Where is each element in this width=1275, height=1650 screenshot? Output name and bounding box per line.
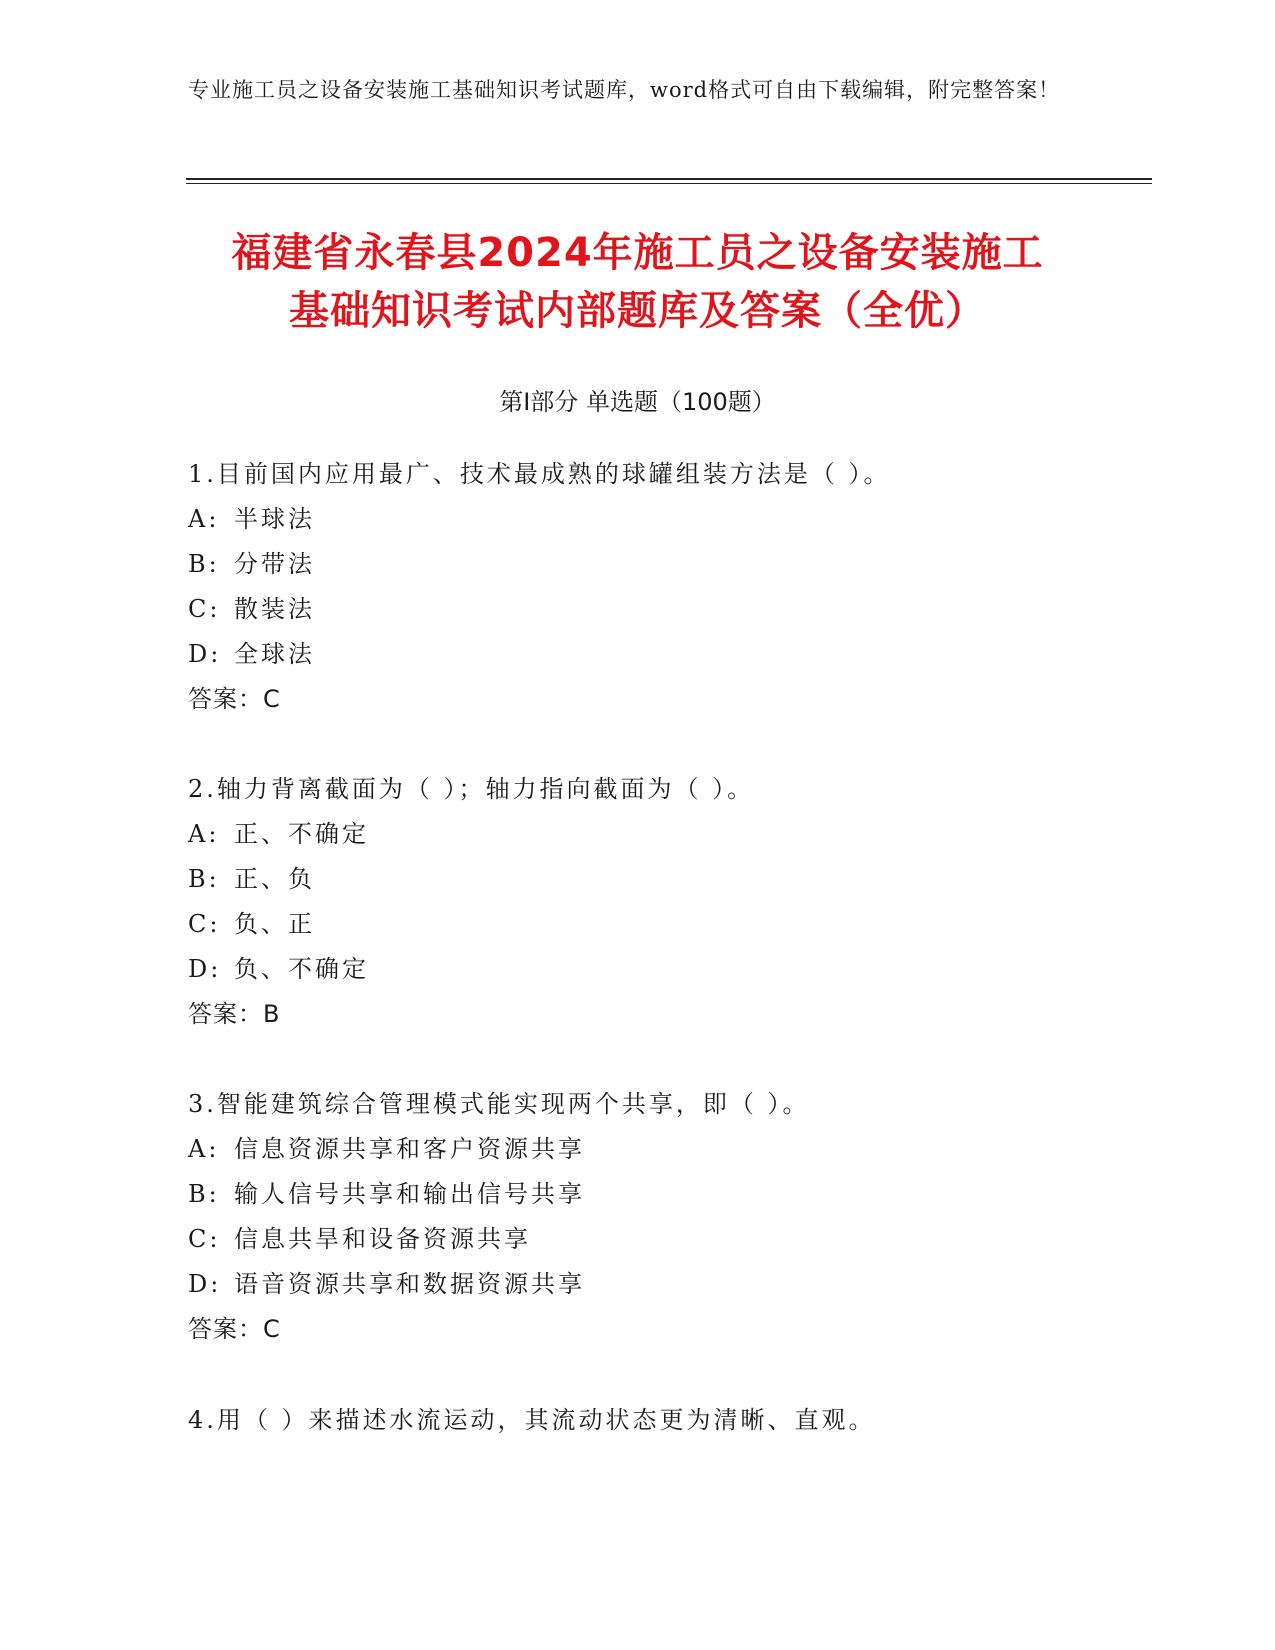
question-stem: 3.智能建筑综合管理模式能实现两个共享，即（ ）。 bbox=[188, 1090, 810, 1118]
option-text: 正、不确定 bbox=[234, 820, 369, 848]
option-text: 语音资源共享和数据资源共享 bbox=[234, 1270, 585, 1298]
option-a bbox=[188, 1127, 1148, 1172]
option-text: 输人信号共享和输出信号共享 bbox=[234, 1180, 585, 1208]
option-letter: C: bbox=[188, 910, 221, 938]
option-text: 信息资源共享和客户资源共享 bbox=[234, 1135, 585, 1163]
title-line-2: 基础知识考试内部题库及答案（全优） bbox=[289, 288, 986, 334]
option-letter: A: bbox=[188, 1135, 220, 1163]
header-rule-thin bbox=[186, 183, 1152, 184]
question-2 bbox=[188, 767, 1148, 1037]
option-b bbox=[188, 857, 1148, 902]
option-letter: D: bbox=[188, 955, 222, 983]
option-text: 负、正 bbox=[234, 910, 315, 938]
option-letter: A: bbox=[188, 505, 220, 533]
option-text: 负、不确定 bbox=[234, 955, 369, 983]
question-4 bbox=[188, 1398, 1148, 1443]
option-letter: A: bbox=[188, 820, 220, 848]
header-rule-thick bbox=[186, 178, 1152, 180]
option-b bbox=[188, 1172, 1148, 1217]
option-text: 分带法 bbox=[234, 550, 315, 578]
question-1 bbox=[188, 452, 1148, 722]
option-text: 散装法 bbox=[234, 595, 315, 623]
option-text: 全球法 bbox=[234, 640, 315, 668]
option-b bbox=[188, 542, 1148, 587]
title-line-1: 福建省永春县2024年施工员之设备安装施工 bbox=[231, 230, 1044, 276]
option-d bbox=[188, 1262, 1148, 1307]
option-a bbox=[188, 497, 1148, 542]
header-note: 专业施工员之设备安装施工基础知识考试题库，word格式可自由下载编辑，附完整答案！ bbox=[188, 78, 1061, 102]
option-letter: B: bbox=[188, 1180, 220, 1208]
option-d bbox=[188, 947, 1148, 992]
question-stem: 2.轴力背离截面为（ ）；轴力指向截面为（ ）。 bbox=[188, 775, 755, 803]
option-a bbox=[188, 812, 1148, 857]
option-text: 半球法 bbox=[234, 505, 315, 533]
option-letter: B: bbox=[188, 550, 220, 578]
option-letter: D: bbox=[188, 1270, 222, 1298]
option-c bbox=[188, 1217, 1148, 1262]
option-letter: C: bbox=[188, 1225, 221, 1253]
question-stem: 4.用（ ）来描述水流运动，其流动状态更为清晰、直观。 bbox=[188, 1406, 876, 1434]
section-title: 第Ⅰ部分 单选题（100题） bbox=[499, 388, 776, 416]
option-c bbox=[188, 902, 1148, 947]
option-d bbox=[188, 632, 1148, 677]
document-title bbox=[150, 224, 1125, 340]
answer-line: 答案：C bbox=[188, 1315, 281, 1343]
question-3 bbox=[188, 1082, 1148, 1352]
option-c bbox=[188, 587, 1148, 632]
answer-line: 答案：B bbox=[188, 1000, 281, 1028]
option-letter: D: bbox=[188, 640, 222, 668]
answer-line: 答案：C bbox=[188, 685, 281, 713]
option-letter: B: bbox=[188, 865, 220, 893]
option-text: 信息共旱和设备资源共享 bbox=[234, 1225, 531, 1253]
question-stem: 1.目前国内应用最广、技术最成熟的球罐组装方法是（ ）。 bbox=[188, 460, 891, 488]
option-letter: C: bbox=[188, 595, 221, 623]
option-text: 正、负 bbox=[234, 865, 315, 893]
